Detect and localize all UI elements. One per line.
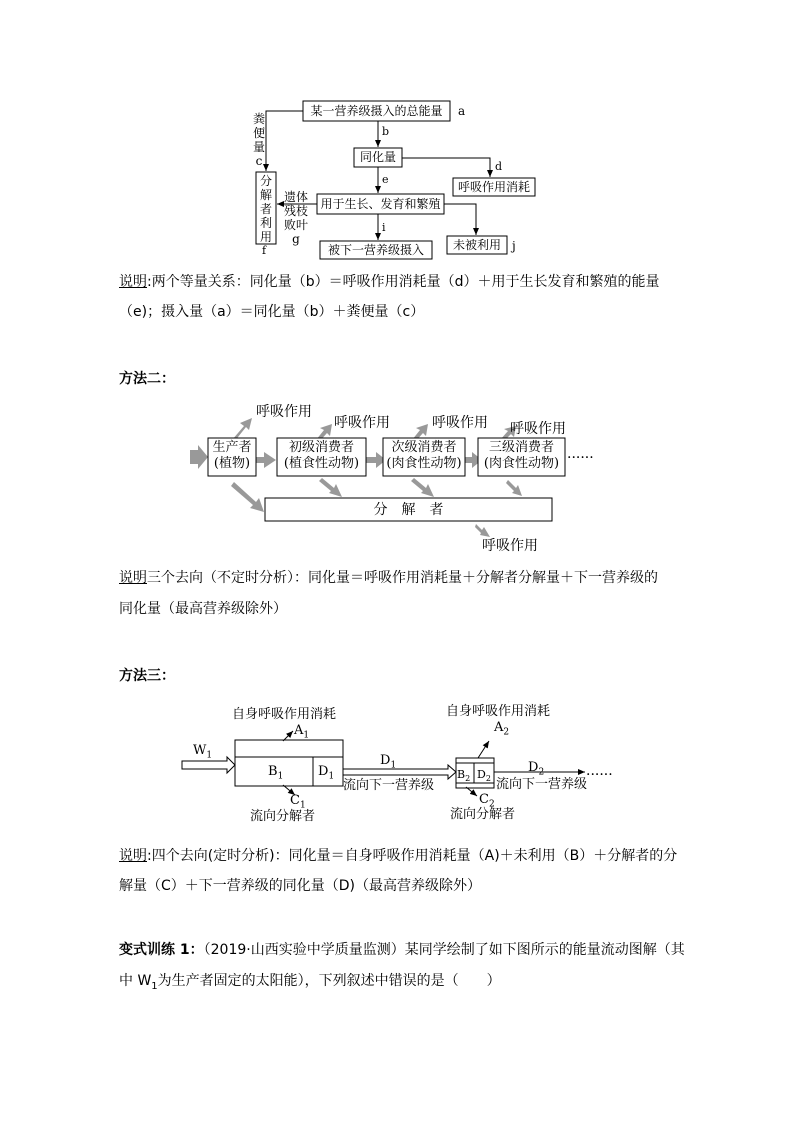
primary-note: (植食性动物) [283,456,360,471]
note2-line1-text: 三个去向（不定时分析）：同化量＝呼吸作用消耗量＋分解者分解量＋下一营养级的 [147,570,658,586]
A1-letter: A [294,723,304,738]
feces-char-1: 粪 [252,112,265,126]
growth-box-label: 用于生长、发育和繁殖 [320,197,441,211]
note2-line1 [119,563,658,593]
C2-sub: 2 [488,799,495,810]
assim-box-label: 同化量 [359,150,396,164]
method3-dots: ······ [586,767,613,783]
note1-line2: （e)；摄入量（a）＝同化量（b）＋粪便量（c） [119,304,425,320]
feces-label [252,112,266,168]
to-next-1: 流向下一营养级 [343,778,435,793]
decomposer-label: 分 解 者 [373,502,444,518]
producer-name: 生产者 [212,440,252,455]
D1-arrow-letter: D [380,753,391,768]
to-next-2: 流向下一营养级 [496,777,588,792]
decomp-char-1: 分 [259,174,272,188]
note3-line1-text: :四个去向(定时分析)：同化量＝自身呼吸作用消耗量（A)＋未利用（B）＋分解者的分 [147,848,678,864]
C2-letter: C [479,792,489,807]
label-W1 [193,736,212,771]
label-A1 [294,716,309,751]
A1-sub: 1 [303,730,310,741]
label-b: b [382,125,390,138]
B1-sub: 1 [277,771,284,782]
to-decomp-1: 流向分解者 [250,809,316,824]
secondary-name: 次级消费者 [391,440,457,455]
note1-prefix: 说明 [119,274,147,290]
label-i: i [382,221,386,234]
D2-box-sub: 2 [485,774,491,784]
A2-sub: 2 [503,727,510,738]
label-B2 [457,760,470,794]
label-e: e [382,173,389,186]
remains-label [282,190,310,246]
producer-note: (植物) [213,456,251,471]
D1-box-letter: D [318,764,329,779]
remains-line-2: 残枝 [283,204,308,218]
W1-sub: 1 [206,750,213,761]
decomp-char-3: 者 [259,202,272,216]
note1-line1-text: :两个等量关系：同化量（b）＝呼吸作用消耗量（d）＋用于生长发育和繁殖的能量 [147,274,660,290]
label-B1 [268,757,283,792]
secondary-note: (肉食性动物) [386,456,462,471]
note2-prefix: 说明 [119,570,147,586]
feces-char-4: c [255,154,263,168]
label-d: d [495,160,503,173]
self-resp-label-2: 自身呼吸作用消耗 [446,704,551,719]
to-decomp-2: 流向分解者 [450,807,516,822]
D2-arrow-sub: 2 [538,767,545,778]
exercise-line2-sub: 1 [151,980,158,992]
note1-line1 [119,267,660,297]
resp-label-2: 呼吸作用 [334,415,390,431]
B1-letter: B [268,764,278,779]
self-resp-label-1: 自身呼吸作用消耗 [232,707,337,722]
resp-box-label: 呼吸作用消耗 [457,180,530,194]
exercise-line2-a: 中 W [119,973,152,989]
decomp-char-4: 利 [259,216,272,230]
note2-line2: 同化量（最高营养级除外） [119,601,287,617]
primary-label [277,440,366,472]
remains-line-1: 遗体 [283,190,308,204]
label-j: j [512,239,516,253]
input-arrow [190,445,208,469]
tertiary-label [478,440,565,472]
resp-label-4: 呼吸作用 [510,421,566,437]
note3-prefix: 说明 [119,848,147,864]
A2-letter: A [494,720,504,735]
label-D1-box [318,757,334,792]
decomp-label-1 [256,174,276,244]
resp-label-3: 呼吸作用 [432,415,488,431]
remains-line-4: g [292,232,300,246]
B2-sub: 2 [465,774,471,784]
D1-box-sub: 1 [328,771,335,782]
method2-title: 方法二： [119,371,175,387]
exercise-line1-text: （2019·山西实验中学质量监测）某同学绘制了如下图所示的能量流动图解（其 [203,942,685,958]
W1-letter: W [193,743,207,758]
feces-char-2: 便 [252,126,265,140]
D1-arrow-sub: 1 [390,760,397,771]
remains-line-3: 败叶 [283,218,308,232]
method3-title: 方法三： [119,668,175,684]
secondary-label [383,440,465,472]
next-box-label: 被下一营养级摄入 [327,243,424,257]
D2-box-letter: D [477,768,486,781]
resp-label-5: 呼吸作用 [482,538,538,554]
producer-label [208,440,256,472]
D2-arrow-letter: D [528,760,539,775]
method2-dots: ······ [567,450,594,466]
top-box-label: 某一营养级摄入的总能量 [310,104,443,118]
exercise-line2-b: 为生产者固定的太阳能），下列叙述中错误的是（ ） [157,973,501,989]
label-a: a [458,104,466,118]
decomp-char-5: 用 [259,230,272,244]
note3-line1 [119,841,677,871]
note3-line2: 解量（C）＋下一营养级的同化量（D)（最高营养级除外） [119,878,482,894]
unused-box-label: 未被利用 [452,238,501,252]
B2-letter: B [457,768,466,781]
primary-name: 初级消费者 [288,440,354,455]
exercise-title: 变式训练 1： [119,942,204,958]
C1-letter: C [290,793,300,808]
tertiary-note: (肉食性动物) [483,456,560,471]
feces-char-3: 量 [252,140,265,154]
exercise-line2 [119,966,501,1002]
C1-sub: 1 [299,800,306,811]
decomp-char-2: 解 [259,188,272,202]
tertiary-name: 三级消费者 [488,440,554,455]
resp-label-1: 呼吸作用 [256,404,312,420]
exercise-line1 [119,935,685,965]
label-A2 [494,713,509,748]
label-f: f [262,244,267,257]
